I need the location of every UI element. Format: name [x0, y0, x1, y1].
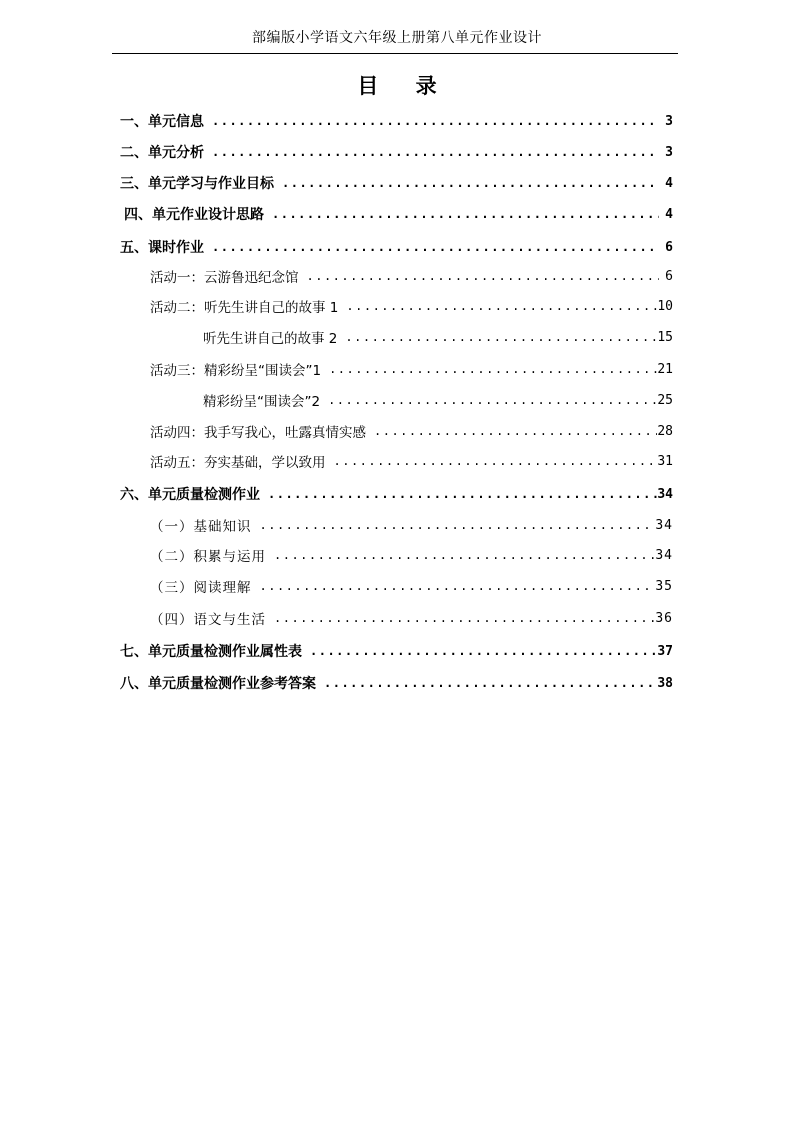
page-header: 部编版小学语文六年级上册第八单元作业设计 [252, 30, 542, 46]
toc-entry-label: 三、单元学习与作业目标 [120, 176, 274, 192]
toc-page-number: 36 [655, 610, 673, 626]
toc-page-number: 31 [657, 453, 673, 469]
toc-dot-leader [268, 481, 657, 507]
toc-entry-activity-3-part-2[interactable] [203, 387, 673, 413]
toc-entry-lesson-homework[interactable] [120, 234, 673, 260]
toc-dot-leader [260, 573, 656, 599]
toc-page-number: 3 [665, 144, 673, 160]
toc-entry-activity-2-part-2[interactable] [203, 324, 673, 350]
toc-entry-attribute-table[interactable] [120, 638, 673, 664]
toc-entry-activity-1[interactable] [150, 263, 673, 289]
toc-page-number: 10 [657, 298, 673, 314]
toc-page-number: 34 [655, 547, 673, 563]
toc-page-number: 35 [655, 578, 673, 594]
toc-entry-basic-knowledge[interactable] [150, 512, 673, 538]
toc-entry-label: （二）积累与运用 [150, 549, 266, 565]
toc-dot-leader [324, 670, 657, 696]
toc-entry-activity-5[interactable] [150, 448, 673, 474]
toc-entry-reference-answers[interactable] [120, 670, 673, 696]
toc-entry-unit-info[interactable] [120, 108, 673, 134]
toc-page-number: 37 [657, 643, 673, 659]
toc-dot-leader [272, 201, 659, 227]
toc-entry-label: 四、单元作业设计思路 [124, 207, 264, 223]
toc-dot-leader [212, 139, 659, 165]
toc-page-number: 21 [657, 361, 673, 377]
toc-dot-leader [274, 605, 655, 631]
toc-entry-label: 活动四：我手写我心，吐露真情实感 [150, 425, 366, 441]
toc-dot-leader [260, 512, 656, 538]
toc-entry-reading[interactable] [150, 573, 673, 599]
toc-entry-label: 八、单元质量检测作业参考答案 [120, 676, 316, 692]
toc-entry-quality-test[interactable] [120, 481, 673, 507]
toc-page-number: 4 [665, 175, 673, 191]
toc-dot-leader [328, 387, 657, 413]
toc-entry-label: 五、课时作业 [120, 240, 204, 256]
toc-page-number: 25 [657, 392, 673, 408]
toc-entry-design-ideas[interactable] [124, 201, 673, 227]
toc-entry-accumulation[interactable] [150, 542, 673, 568]
toc-entry-label: 二、单元分析 [120, 145, 204, 161]
toc-entry-label: 听先生讲自己的故事 2 [203, 331, 338, 347]
toc-entry-label: 活动一：云游鲁迅纪念馆 [150, 270, 299, 286]
toc-page-number: 34 [657, 486, 673, 502]
toc-entry-activity-2-part-1[interactable] [150, 293, 673, 319]
toc-entry-activity-3-part-1[interactable] [150, 356, 673, 382]
toc-entry-activity-4[interactable] [150, 418, 673, 444]
toc-page-number: 6 [665, 268, 673, 284]
toc-entry-label: 一、单元信息 [120, 114, 204, 130]
toc-entry-label: 活动五：夯实基础，学以致用 [150, 455, 326, 471]
toc-dot-leader [334, 448, 658, 474]
toc-dot-leader [374, 418, 657, 444]
toc-entry-label: （三）阅读理解 [150, 580, 252, 596]
toc-page-number: 3 [665, 113, 673, 129]
toc-entry-label: 活动二：听先生讲自己的故事 1 [150, 300, 339, 316]
header-rule [112, 53, 678, 54]
toc-page-number: 34 [655, 517, 673, 533]
toc-entry-learning-goals[interactable] [120, 170, 673, 196]
toc-dot-leader [346, 293, 657, 319]
toc-dot-leader [274, 542, 655, 568]
toc-page-number: 15 [657, 329, 673, 345]
toc-entry-label: 精彩纷呈“围读会”2 [203, 394, 321, 410]
toc-dot-leader [307, 263, 660, 289]
toc-dot-leader [329, 356, 657, 382]
toc-page-number: 28 [657, 423, 673, 439]
toc-entry-unit-analysis[interactable] [120, 139, 673, 165]
toc-dot-leader [345, 324, 657, 350]
toc-entry-language-life[interactable] [150, 605, 673, 631]
toc-entry-label: 活动三：精彩纷呈“围读会”1 [150, 363, 322, 379]
toc-dot-leader [212, 234, 659, 260]
toc-entry-label: 六、单元质量检测作业 [120, 487, 260, 503]
toc-entry-label: （四）语文与生活 [150, 612, 266, 628]
toc-dot-leader [282, 170, 659, 196]
toc-entry-label: 七、单元质量检测作业属性表 [120, 644, 302, 660]
toc-dot-leader [212, 108, 659, 134]
toc-page-number: 4 [665, 206, 673, 222]
toc-title: 目 录 [357, 74, 437, 98]
toc-entry-label: （一）基础知识 [150, 519, 252, 535]
toc-page-number: 6 [665, 239, 673, 255]
toc-page-number: 38 [657, 675, 673, 691]
toc-dot-leader [310, 638, 657, 664]
